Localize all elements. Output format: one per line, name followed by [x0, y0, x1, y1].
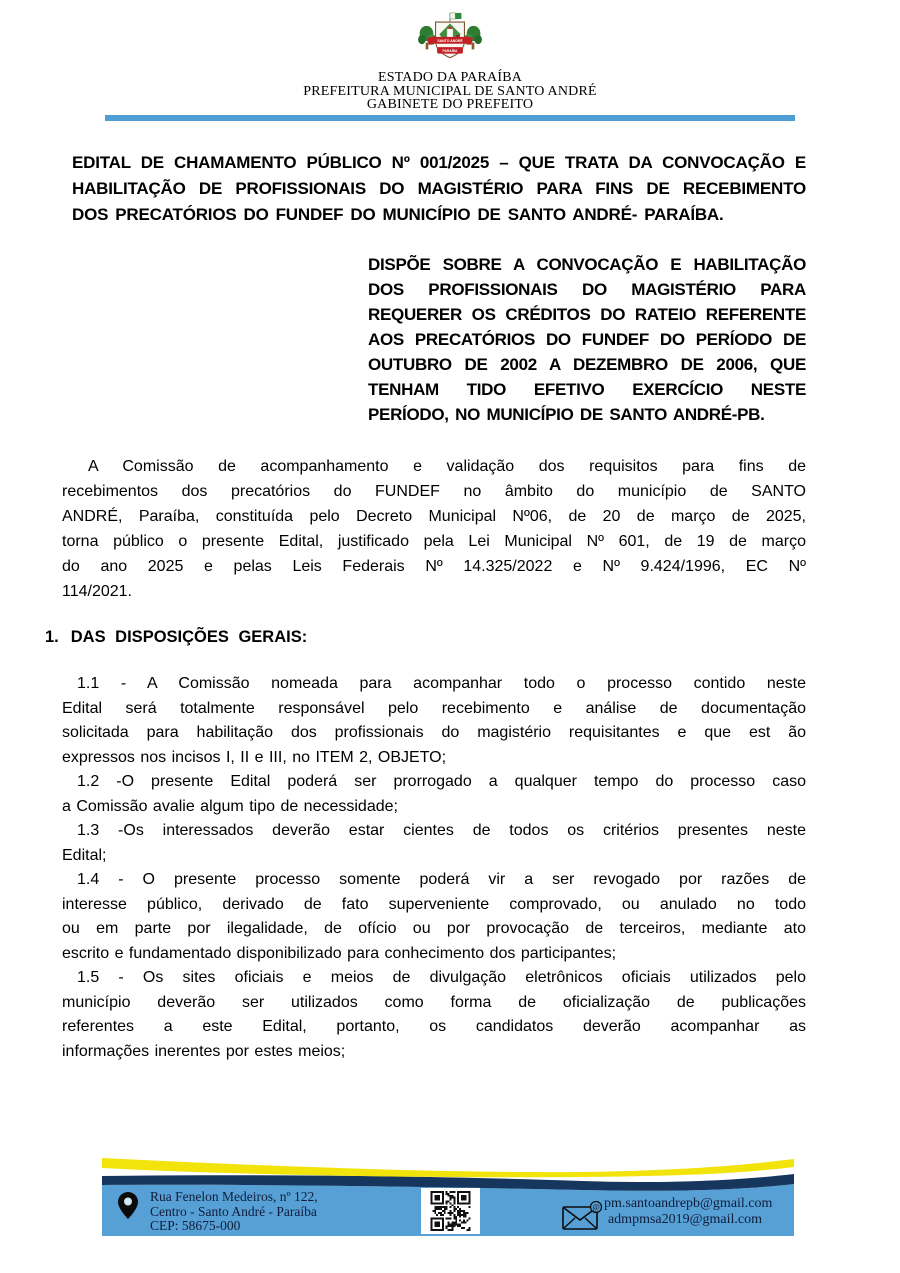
text-line: PERÍODO, NO MUNICÍPIO DE SANTO ANDRÉ-PB. — [368, 405, 765, 424]
text-line: do ano 2025 e pelas Leis Federais Nº 14.325/2022 e Nº 9.424/1996, EC Nº — [62, 558, 806, 575]
text-line: Edital será totalmente responsável pelo recebimento e análise de documentação — [62, 699, 806, 717]
edital-title — [72, 150, 806, 228]
org-line-gabinete: GABINETE DO PREFEITO — [366, 97, 534, 112]
text-line: referentes a este Edital, portanto, os candidatos deverão acompanhar as — [62, 1018, 806, 1035]
flag-green — [455, 13, 461, 19]
text-line: 1.1 - A Comissão nomeada para acompanhar todo o processo contido neste — [77, 675, 806, 692]
intro-paragraph — [62, 454, 806, 604]
shield-chapel — [447, 29, 453, 37]
text-line: recebimentos dos precatórios do FUNDEF no âmbito do município de SANTO — [62, 483, 806, 500]
text-line: DOS PROFISSIONAIS DO MAGISTÉRIO PARA — [368, 280, 806, 299]
text-line: AOS PRECATÓRIOS DO FUNDEF DO PERÍODO DE — [368, 330, 806, 349]
text-line: DISPÕE SOBRE A CONVOCAÇÃO E HABILITAÇÃO — [368, 255, 806, 274]
text-line: 1.5 - Os sites oficiais e meios de divulgação eletrônicos oficiais utilizados pelo — [77, 969, 806, 986]
text-line: A Comissão de acompanhamento e validação dos requisitos para fins de — [88, 458, 806, 475]
coat-of-arms — [412, 5, 488, 71]
text-line: 1.3 -Os interessados deverão estar cientes de todos os critérios presentes neste — [77, 822, 806, 839]
text-line: 1.2 -O presente Edital poderá ser prorrogado a qualquer tempo do processo caso — [77, 773, 806, 790]
text-line: torna público o presente Edital, justificado pela Lei Municipal Nº 601, de 19 de março — [62, 533, 806, 550]
section-1-items — [62, 672, 806, 1064]
text-line: informações inerentes por estes meios; — [62, 1042, 346, 1060]
map-pin-icon — [118, 1192, 138, 1219]
text-line: a Comissão avalie algum tipo de necessidade; — [62, 797, 398, 815]
text-line: ANDRÉ, Paraíba, constituída pelo Decreto Municipal Nº06, de 20 de março de 2025, — [62, 508, 806, 525]
envelope-at-icon — [562, 1201, 604, 1231]
footer — [102, 1152, 794, 1238]
list-item — [62, 868, 806, 966]
address-line-city: Centro - Santo André - Paraíba — [150, 1203, 317, 1219]
epigraph-block — [368, 252, 806, 427]
list-item — [62, 966, 806, 1064]
text-line: REQUERER OS CRÉDITOS DO RATEIO REFERENTE — [368, 305, 806, 324]
crest-banner-secondary: PARAÍBA — [442, 48, 458, 53]
svg-text:@: @ — [592, 1202, 600, 1212]
text-line: interesse público, derivado de fato superveniente comprovado, ou anulado no todo — [62, 895, 806, 913]
footer-address — [150, 1190, 318, 1234]
org-line-state: ESTADO DA PARAÍBA — [377, 70, 523, 85]
section-title: DAS DISPOSIÇÕES GERAIS: — [70, 628, 308, 646]
list-item — [62, 819, 806, 868]
qr-code-pattern — [426, 1191, 475, 1231]
text-line: município deverão ser utilizados como forma de oficialização de publicações — [62, 993, 806, 1011]
text-line: escrito e fundamentado disponibilizado para conhecimento dos participantes; — [62, 944, 617, 962]
text-line: expressos nos incisos I, II e III, no ITEM 2, OBJETO; — [62, 748, 447, 766]
email-primary: pm.santoandrepb@gmail.com — [604, 1196, 773, 1211]
list-item — [62, 770, 806, 819]
header-org-block — [0, 71, 900, 112]
qr-code — [421, 1188, 480, 1234]
email-secondary: admpmsa2019@gmail.com — [607, 1211, 763, 1227]
text-line: EDITAL DE CHAMAMENTO PÚBLICO Nº 001/2025 – QUE TRATA DA CONVOCAÇÃO E — [72, 153, 806, 172]
text-line: solicitada para habilitação dos profissionais do magistério requisitantes e que est ão — [62, 724, 806, 741]
address-line-cep: CEP: 58675-000 — [150, 1218, 241, 1233]
address-line-street: Rua Fenelon Medeiros, nº 122, — [150, 1189, 318, 1204]
text-line: Edital; — [62, 846, 107, 864]
footer-yellow-wave — [102, 1158, 794, 1177]
header-divider-bar — [105, 115, 795, 121]
section-1-heading — [45, 628, 307, 647]
org-line-prefeitura: PREFEITURA MUNICIPAL DE SANTO ANDRÉ — [303, 83, 597, 99]
text-line: HABILITAÇÃO DE PROFISSIONAIS DO MAGISTÉRIO PARA FINS DE RECEBIMENTO — [72, 179, 806, 198]
text-line: OUTUBRO DE 2002 A DEZEMBRO DE 2006, QUE — [368, 355, 806, 374]
crest-banner-primary: SANTO ANDRÉ — [437, 39, 463, 44]
flag-white — [450, 13, 455, 19]
text-line: ou em parte por ilegalidade, de ofício ou por provocação de terceiros, mediante ato — [62, 920, 806, 937]
text-line: TENHAM TIDO EFETIVO EXERCÍCIO NESTE — [368, 380, 806, 399]
text-line: 114/2021. — [62, 583, 132, 600]
section-number: 1. — [45, 628, 59, 646]
footer-emails — [604, 1196, 773, 1227]
text-line: 1.4 - O presente processo somente poderá vir a ser revogado por razões de — [77, 871, 806, 888]
list-item — [62, 672, 806, 770]
text-line: DOS PRECATÓRIOS DO FUNDEF DO MUNICÍPIO DE SANTO ANDRÉ- PARAÍBA. — [72, 205, 724, 224]
